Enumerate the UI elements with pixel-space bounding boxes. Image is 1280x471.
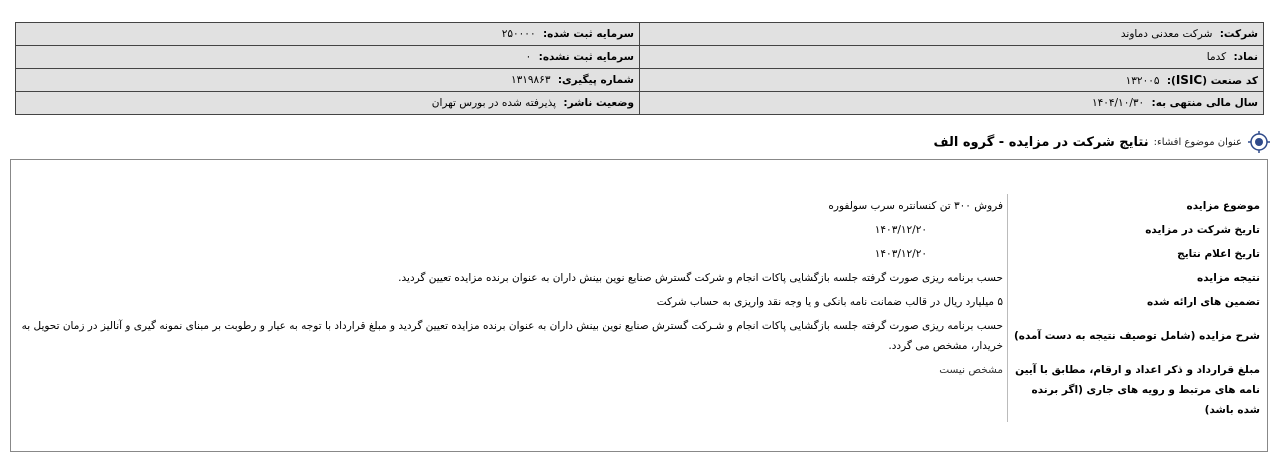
symbol-value: کدما — [1206, 51, 1227, 63]
subject-title: نتایج شرکت در مزایده - گروه الف — [933, 134, 1149, 150]
info-row-1 — [16, 23, 1264, 46]
company-value: شرکت معدنی دماوند — [1120, 28, 1213, 40]
company-cell — [640, 23, 1264, 46]
detail-key: مبلغ قرارداد و ذکر اعداد و ارقام، مطابق با آیین نامه های مرتبط و رویه های جاری (اگر برنده شده باشد) — [1007, 358, 1263, 422]
tracking-label: شماره پیگیری: — [557, 74, 634, 86]
detail-row — [11, 242, 1263, 266]
disclosure-subject — [934, 131, 1270, 153]
detail-key: موضوع مزایده — [1007, 194, 1263, 218]
symbol-cell — [640, 46, 1264, 69]
details-table — [11, 194, 1263, 422]
target-icon — [1248, 131, 1270, 153]
publisher-status-label: وضعیت ناشر: — [563, 97, 634, 109]
detail-row — [11, 266, 1263, 290]
registered-capital-label: سرمایه ثبت شده: — [542, 28, 634, 40]
info-row-3 — [16, 69, 1264, 92]
unregistered-capital-cell — [16, 46, 640, 69]
detail-value: ۱۴۰۳/۱۲/۲۰ — [874, 224, 927, 236]
info-row-4 — [16, 92, 1264, 115]
publisher-status-cell — [16, 92, 640, 115]
detail-value: فروش ۳۰۰ تن کنسانتره سرب سولفوره — [828, 200, 1003, 212]
fiscal-year-label: سال مالی منتهی به: — [1151, 97, 1258, 109]
detail-key: تضمین های ارائه شده — [1007, 290, 1263, 314]
info-row-2 — [16, 46, 1264, 69]
symbol-label: نماد: — [1233, 51, 1258, 63]
detail-row — [11, 358, 1263, 422]
detail-value: مشخص نیست — [939, 364, 1003, 376]
detail-key: تاریخ شرکت در مزایده — [1007, 218, 1263, 242]
details-panel — [10, 159, 1268, 452]
registered-capital-value: ۲۵۰۰۰۰ — [501, 28, 536, 40]
unregistered-capital-value: ۰ — [525, 51, 532, 63]
tracking-cell — [16, 69, 640, 92]
industry-code-value: ۱۳۲۰۰۵ — [1125, 75, 1160, 87]
company-label: شرکت: — [1219, 28, 1258, 40]
tracking-value: ۱۳۱۹۸۶۳ — [510, 74, 551, 86]
unregistered-capital-label: سرمایه ثبت نشده: — [538, 51, 634, 63]
industry-code-label: کد صنعت (ISIC): — [1166, 73, 1258, 87]
detail-value: ۱۴۰۳/۱۲/۲۰ — [874, 248, 927, 260]
detail-key: نتیجه مزایده — [1007, 266, 1263, 290]
fiscal-year-value: ۱۴۰۴/۱۰/۳۰ — [1091, 97, 1145, 109]
registered-capital-cell — [16, 23, 640, 46]
detail-key: شرح مزایده (شامل توصیف نتیجه به دست آمده) — [1007, 314, 1263, 358]
detail-row — [11, 290, 1263, 314]
detail-value: حسب برنامه ریزی صورت گرفته جلسه بازگشایی پاکات انجام و شـرکت گسترش صنایع نوین بینش داران به عنوان برنده مزایده تعیین گردید و مبلغ قرارداد با توجه به عیار و رطوبت بر مبنای نمونه گیری و آنالیز در زمان تحویل به خریدار، مشخص می گردد. — [21, 320, 1003, 352]
fiscal-year-cell — [640, 92, 1264, 115]
detail-row — [11, 194, 1263, 218]
industry-code-cell — [640, 69, 1264, 92]
publisher-status-value: پذیرفته شده در بورس تهران — [431, 97, 557, 109]
subject-label: عنوان موضوع افشاء: — [1153, 136, 1242, 148]
detail-key: تاریخ اعلام نتایج — [1007, 242, 1263, 266]
detail-value: ۵ میلیارد ریال در قالب ضمانت نامه بانکی و یا وجه نقد واریزی به حساب شرکت — [656, 296, 1003, 308]
detail-value: حسب برنامه ریزی صورت گرفته جلسه بازگشایی پاکات انجام و شرکت گسترش صنایع نوین بینش داران به عنوان برنده مزایده تعیین گردید. — [398, 272, 1003, 284]
detail-row — [11, 218, 1263, 242]
company-info-table — [15, 22, 1264, 115]
detail-row — [11, 314, 1263, 358]
